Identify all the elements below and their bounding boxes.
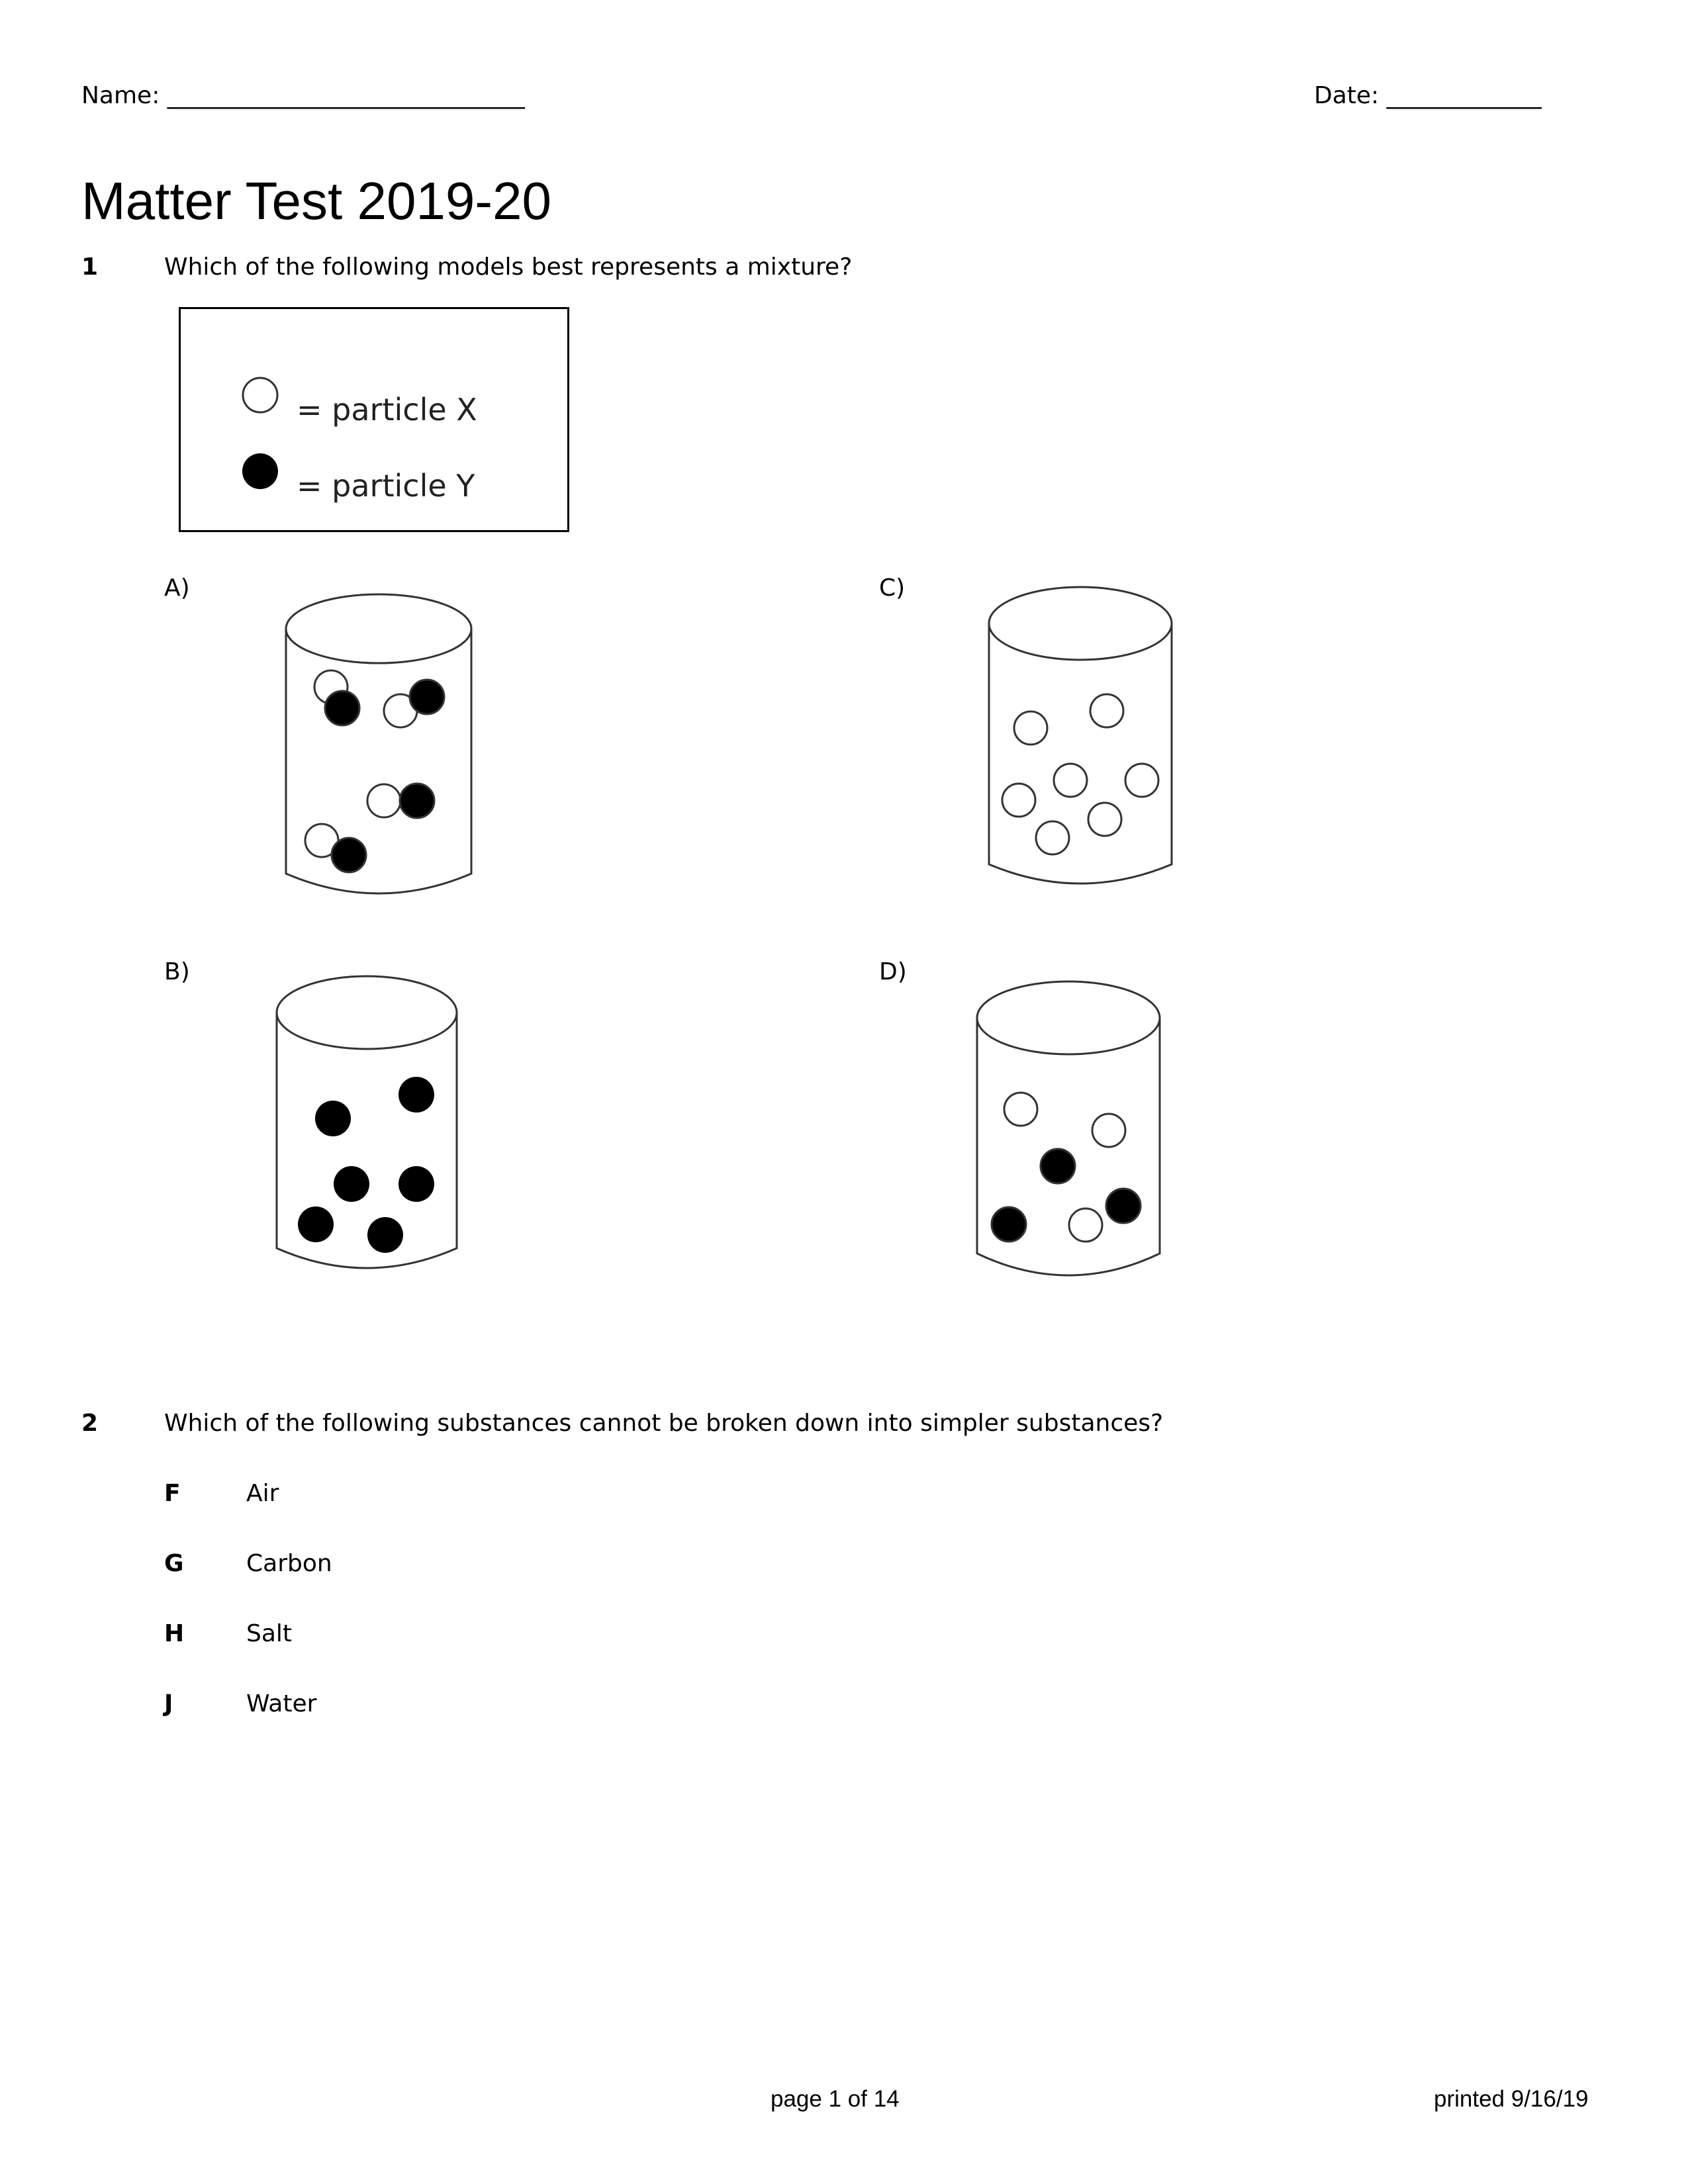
choice-letter[interactable]: H xyxy=(164,1620,185,1647)
choice-letter[interactable]: F xyxy=(164,1480,181,1507)
name-field[interactable]: Name: ______________________________ xyxy=(81,82,525,109)
page-number: page 1 of 14 xyxy=(771,2086,900,2112)
legend-box xyxy=(179,307,569,532)
question-text: Which of the following models best represents a mixture? xyxy=(164,253,853,281)
question-text: Which of the following substances cannot be broken down into simpler substances? xyxy=(164,1410,1164,1437)
choice-letter[interactable]: G xyxy=(164,1550,184,1577)
choice-text[interactable]: Air xyxy=(246,1480,279,1507)
option-c-label[interactable]: C) xyxy=(879,574,906,602)
separate-particles xyxy=(992,1093,1141,1242)
beaker-b-diagram xyxy=(267,970,466,1301)
x-particles xyxy=(1002,694,1158,854)
open-circle-icon xyxy=(240,375,280,415)
question-number: 2 xyxy=(81,1410,99,1437)
y-particles xyxy=(298,1077,434,1253)
legend-particle-x: = particle X xyxy=(297,392,477,428)
beaker-c-diagram xyxy=(981,578,1180,909)
question-number: 1 xyxy=(81,253,99,281)
choice-text[interactable]: Water xyxy=(246,1690,317,1717)
choice-text[interactable]: Carbon xyxy=(246,1550,332,1577)
option-b-label[interactable]: B) xyxy=(164,958,190,985)
option-d-label[interactable]: D) xyxy=(879,958,907,985)
date-field[interactable]: Date: _____________ xyxy=(1314,82,1542,109)
filled-circle-icon xyxy=(240,451,280,491)
page-title: Matter Test 2019-20 xyxy=(81,171,552,230)
legend-particle-y: = particle Y xyxy=(297,468,475,504)
beaker-d-diagram xyxy=(966,976,1165,1306)
particle-pairs xyxy=(305,670,444,872)
printed-date: printed 9/16/19 xyxy=(1434,2086,1589,2112)
option-a-label[interactable]: A) xyxy=(164,574,190,602)
choice-text[interactable]: Salt xyxy=(246,1620,293,1647)
beaker-a-diagram xyxy=(278,589,477,920)
choice-letter[interactable]: J xyxy=(164,1690,173,1717)
